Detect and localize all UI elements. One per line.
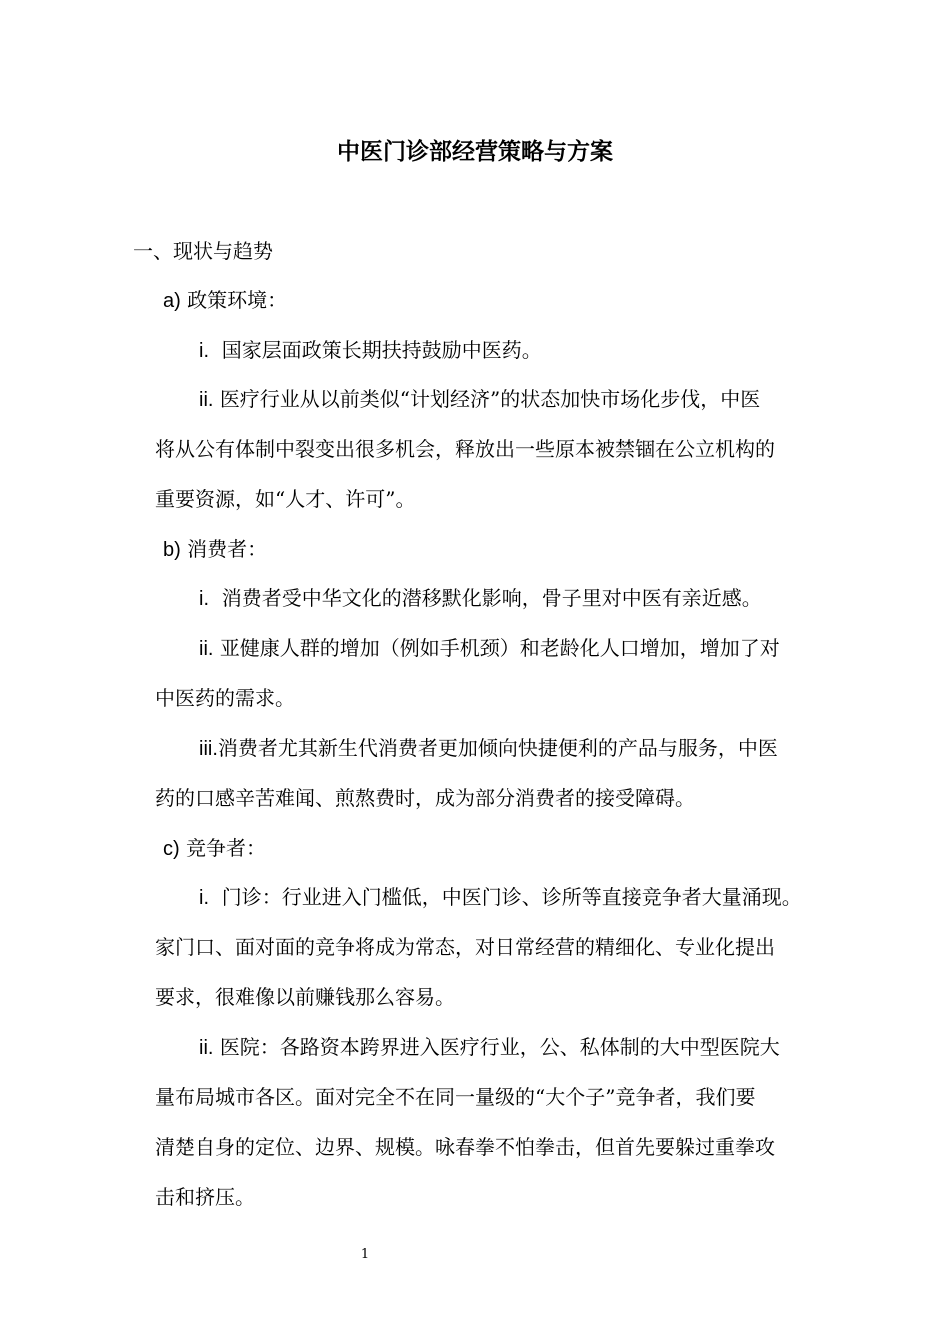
- list-item-text: 门诊：行业进入门槛低，中医门诊、诊所等直接竞争者大量涌现。: [221, 885, 802, 909]
- list-item-marker: i.: [199, 588, 209, 610]
- list-item-b-i: [199, 583, 762, 614]
- list-item-b-iii: [199, 733, 778, 764]
- subsection-b-heading: [163, 534, 267, 565]
- list-item-text: 亚健康人群的增加（例如手机颈）和老龄化人口增加，增加了对: [219, 636, 780, 660]
- list-item-text: 消费者尤其新生代消费者更加倾向快捷便利的产品与服务，中医: [217, 736, 778, 760]
- list-item-continuation: 家门口、面对面的竞争将成为常态，对日常经营的精细化、专业化提出: [155, 935, 775, 959]
- list-item-a-ii: [199, 384, 760, 415]
- list-item-b-ii: [199, 633, 780, 664]
- list-item-c-i: [199, 882, 802, 913]
- page-number: 1: [360, 1247, 370, 1262]
- list-item-text: 医院：各路资本跨界进入医疗行业，公、私体制的大中型医院大: [219, 1035, 780, 1059]
- subsection-b-marker: b): [163, 539, 181, 561]
- list-item-text: 国家层面政策长期扶持鼓励中医药。: [221, 338, 542, 362]
- list-item-marker: i.: [199, 340, 209, 362]
- subsection-c-marker: c): [163, 838, 180, 860]
- list-item-marker: iii.: [199, 738, 218, 760]
- list-item-continuation: 中医药的需求。: [155, 686, 295, 710]
- subsection-c-label: 竞争者：: [186, 836, 267, 860]
- list-item-text: 医疗行业从以前类似“计划经济”的状态加快市场化步伐，中医: [219, 387, 761, 411]
- section-heading: 一、现状与趋势: [133, 239, 273, 263]
- list-item-continuation: 清楚自身的定位、边界、规模。咏春拳不怕拳击，但首先要躲过重拳攻: [155, 1135, 775, 1159]
- list-item-c-ii: [199, 1032, 780, 1063]
- list-item-continuation: 击和挤压。: [155, 1185, 255, 1209]
- list-item-a-i: [199, 335, 542, 366]
- list-item-marker: i.: [199, 887, 209, 909]
- list-item-marker: ii.: [199, 638, 214, 660]
- subsection-a-heading: [163, 285, 287, 316]
- list-item-continuation: 要求，很难像以前赚钱那么容易。: [155, 985, 455, 1009]
- subsection-c-heading: [163, 833, 266, 864]
- subsection-a-marker: a): [163, 290, 181, 312]
- list-item-text: 消费者受中华文化的潜移默化影响，骨子里对中医有亲近感。: [221, 586, 762, 610]
- list-item-marker: ii.: [199, 1037, 214, 1059]
- subsection-b-label: 消费者：: [187, 537, 268, 561]
- document-title: 中医门诊部经营策略与方案: [337, 139, 613, 165]
- list-item-continuation: 量布局城市各区。面对完全不在同一量级的“大个子”竞争者，我们要: [155, 1085, 756, 1109]
- list-item-continuation: 药的口感辛苦难闻、煎熬费时，成为部分消费者的接受障碍。: [155, 786, 695, 810]
- list-item-marker: ii.: [199, 389, 214, 411]
- subsection-a-label: 政策环境：: [187, 288, 288, 312]
- list-item-continuation: 重要资源，如“人才、许可”。: [155, 487, 416, 511]
- list-item-continuation: 将从公有体制中裂变出很多机会，释放出一些原本被禁锢在公立机构的: [155, 437, 775, 461]
